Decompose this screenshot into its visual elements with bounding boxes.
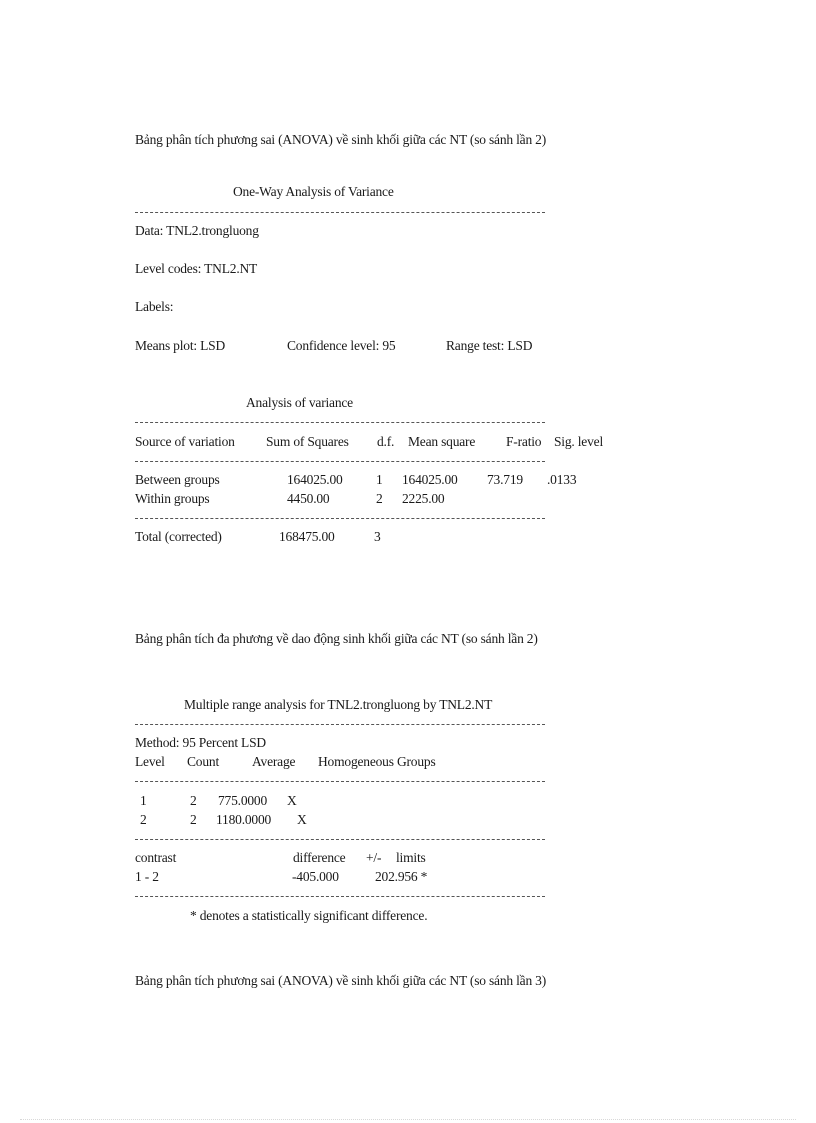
mr-row-1-count: 2 bbox=[190, 793, 197, 808]
col-f-ratio: F-ratio bbox=[506, 434, 542, 449]
limits-value: 202.956 * bbox=[375, 869, 428, 884]
contrast-value: 1 - 2 bbox=[135, 869, 159, 884]
mr-row-2-count: 2 bbox=[190, 812, 197, 827]
difference-header: difference bbox=[293, 850, 346, 865]
col-mean-square: Mean square bbox=[408, 434, 476, 449]
section3-heading: Bảng phân tích phương sai (ANOVA) về sinh khối giữa các NT (so sánh lần 3) bbox=[135, 973, 547, 988]
col-sum-of-squares: Sum of Squares bbox=[266, 434, 349, 449]
mr-row-1-average: 775.0000 bbox=[218, 793, 268, 808]
data-label: Data: TNL2.trongluong bbox=[135, 223, 259, 238]
mr-row-2-average: 1180.0000 bbox=[216, 812, 272, 827]
mr-row-1-group: X bbox=[287, 793, 297, 808]
labels-line: Labels: bbox=[135, 299, 174, 314]
col-level: Level bbox=[135, 754, 165, 769]
row-total-source: Total (corrected) bbox=[135, 529, 222, 544]
method-line: Method: 95 Percent LSD bbox=[135, 735, 266, 750]
divider bbox=[135, 212, 545, 213]
row-total-ss: 168475.00 bbox=[279, 529, 335, 544]
difference-value: -405.000 bbox=[292, 869, 339, 884]
limits-header: limits bbox=[396, 850, 426, 865]
col-df: d.f. bbox=[377, 434, 395, 449]
mr-row-1-level: 1 bbox=[140, 793, 147, 808]
divider bbox=[135, 781, 545, 782]
means-plot: Means plot: LSD bbox=[135, 338, 225, 353]
section1-heading: Bảng phân tích phương sai (ANOVA) về sinh khối giữa các NT (so sánh lần 2) bbox=[135, 132, 547, 147]
divider bbox=[135, 724, 545, 725]
divider bbox=[135, 518, 545, 519]
row-between-df: 1 bbox=[376, 472, 383, 487]
row-within-ss: 4450.00 bbox=[287, 491, 330, 506]
mr-row-2-group: X bbox=[297, 812, 307, 827]
row-between-f: 73.719 bbox=[487, 472, 523, 487]
multiple-range-title: Multiple range analysis for TNL2.trongluong by TNL2.NT bbox=[184, 697, 493, 712]
divider bbox=[135, 839, 545, 840]
confidence-level: Confidence level: 95 bbox=[287, 338, 396, 353]
range-test: Range test: LSD bbox=[446, 338, 533, 353]
row-within-df: 2 bbox=[376, 491, 383, 506]
row-between-sig: .0133 bbox=[547, 472, 577, 487]
significance-footnote: * denotes a statistically significant difference. bbox=[190, 908, 428, 923]
col-source: Source of variation bbox=[135, 434, 235, 449]
row-between-ss: 164025.00 bbox=[287, 472, 343, 487]
row-total-df: 3 bbox=[374, 529, 381, 544]
contrast-header: contrast bbox=[135, 850, 177, 865]
col-count: Count bbox=[187, 754, 220, 769]
row-between-ms: 164025.00 bbox=[402, 472, 458, 487]
analysis-of-variance-title: Analysis of variance bbox=[246, 395, 353, 410]
anova-title: One-Way Analysis of Variance bbox=[233, 184, 394, 199]
divider bbox=[135, 422, 545, 423]
row-within-source: Within groups bbox=[135, 491, 210, 506]
col-homogeneous-groups: Homogeneous Groups bbox=[318, 754, 436, 769]
section2-heading: Bảng phân tích đa phương về dao động sinh khối giữa các NT (so sánh lần 2) bbox=[135, 631, 538, 646]
plus-minus-header: +/- bbox=[366, 850, 382, 865]
col-sig-level: Sig. level bbox=[554, 434, 603, 449]
col-average: Average bbox=[252, 754, 296, 769]
level-codes: Level codes: TNL2.NT bbox=[135, 261, 258, 276]
mr-row-2-level: 2 bbox=[140, 812, 147, 827]
page-edge bbox=[20, 1119, 796, 1120]
row-within-ms: 2225.00 bbox=[402, 491, 445, 506]
divider bbox=[135, 461, 545, 462]
row-between-source: Between groups bbox=[135, 472, 220, 487]
divider bbox=[135, 896, 545, 897]
